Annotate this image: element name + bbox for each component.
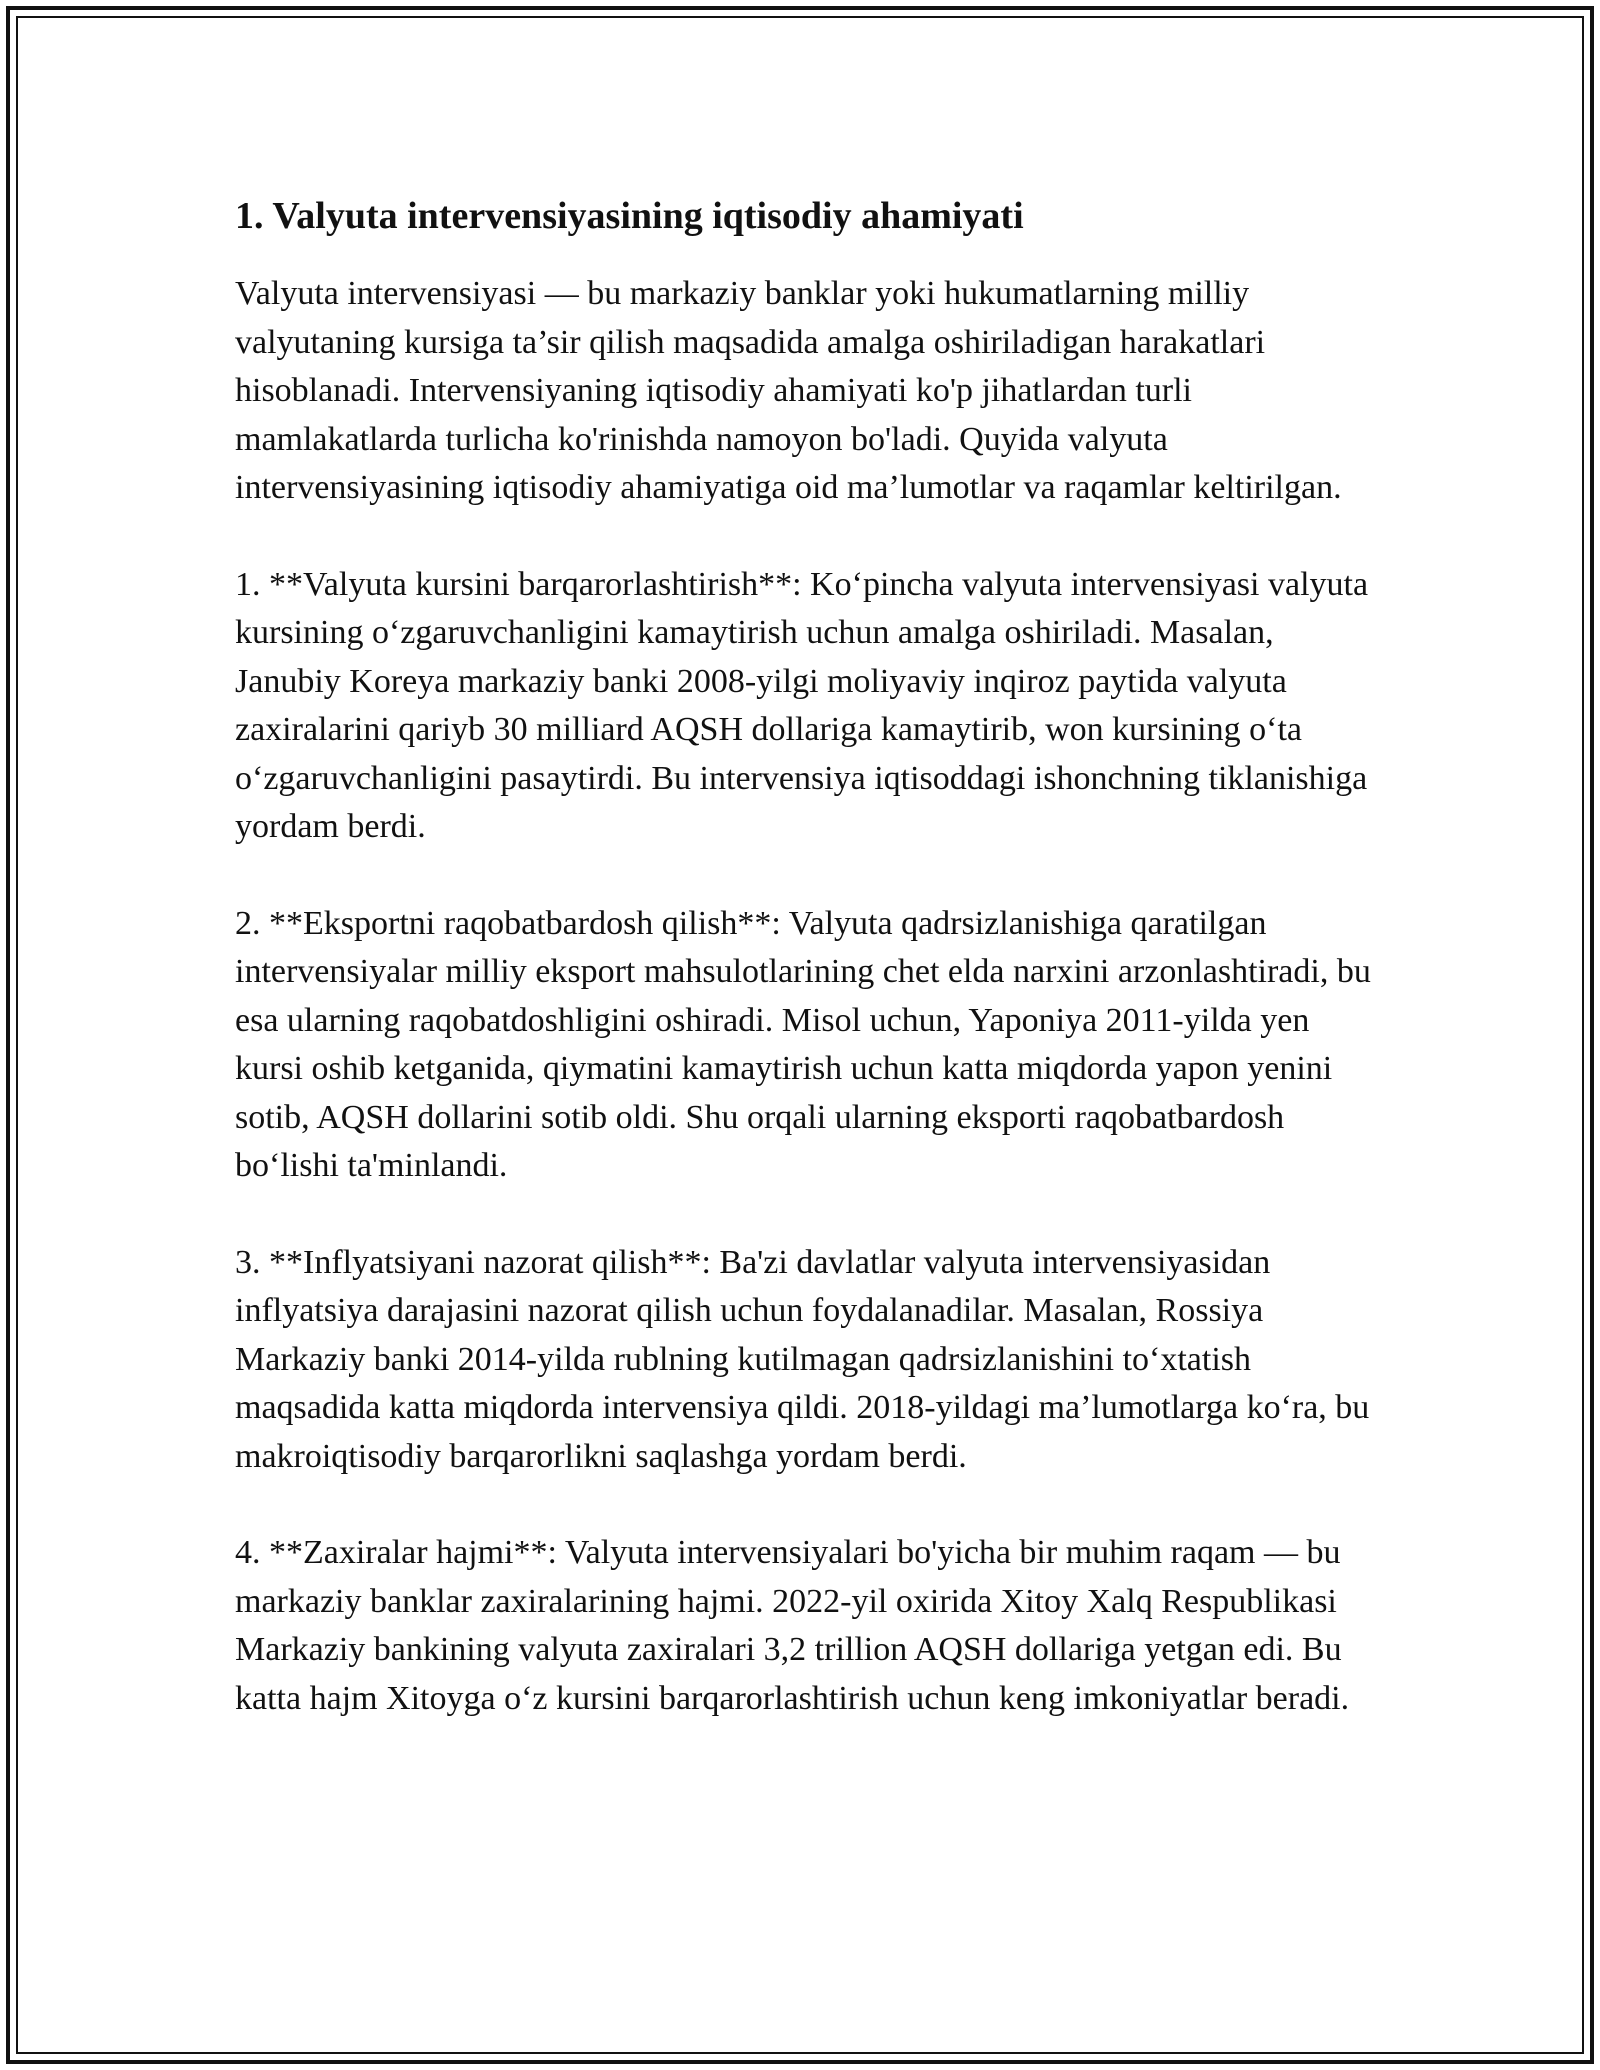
document-body [235,190,1375,1771]
list-item-2: 2. **Eksportni raqobatbardosh qilish**: Valyuta qadrsizlanishiga qaratilgan intervensiyalar milliy eksport mahsulotlarining chet elda narxini arzonlashtiradi, bu esa ularning raqobatdoshligini oshiradi. Misol uchun, Yaponiya 2011-yilda yen kursi oshib ketganida, qiymatini kamaytirish uchun katta miqdorda yapon yenini sotib, AQSH dollarini sotib oldi. Shu orqali ularning eksporti raqobatbardosh boʻlishi ta'minlandi. [235,904,1371,1184]
list-item-4: 4. **Zaxiralar hajmi**: Valyuta intervensiyalari bo'yicha bir muhim raqam — bu markaziy banklar zaxiralarining hajmi. 2022-yil oxirida Xitoy Xalq Respublikasi Markaziy bankining valyuta zaxiralari 3,2 trillion AQSH dollariga yetgan edi. Bu katta hajm Xitoyga oʻz kursini barqarorlashtirish uchun keng imkoniyatlar beradi. [235,1534,1350,1717]
document-title: 1. Valyuta intervensiyasining iqtisodiy ahamiyati [235,195,1024,237]
intro-paragraph: Valyuta intervensiyasi — bu markaziy banklar yoki hukumatlarning milliy valyutaning kursiga ta’sir qilish maqsadida amalga oshiriladigan harakatlari hisoblanadi. Intervensiyaning iqtisodiy ahamiyati ko'p jihatlardan turli mamlakatlarda turlicha ko'rinishda namoyon bo'ladi. Quyida valyuta intervensiyasining iqtisodiy ahamiyatiga oid ma’lumotlar va raqamlar keltirilgan. [235,275,1342,506]
list-item-1: 1. **Valyuta kursini barqarorlashtirish**: Koʻpincha valyuta intervensiyasi valyuta kursining oʻzgaruvchanligini kamaytirish uchun amalga oshiriladi. Masalan, Janubiy Koreya markaziy banki 2008-yilgi moliyaviy inqiroz paytida valyuta zaxiralarini qariyb 30 milliard AQSH dollariga kamaytirib, won kursining oʻta oʻzgaruvchanligini pasaytirdi. Bu intervensiya iqtisoddagi ishonchning tiklanishiga yordam berdi. [235,565,1369,845]
list-item-3: 3. **Inflyatsiyani nazorat qilish**: Ba'zi davlatlar valyuta intervensiyasidan inflyatsiya darajasini nazorat qilish uchun foydalanadilar. Masalan, Rossiya Markaziy banki 2014-yilda rublning kutilmagan qadrsizlanishini toʻxtatish maqsadida katta miqdorda intervensiya qildi. 2018-yildagi ma’lumotlarga koʻra, bu makroiqtisodiy barqarorlikni saqlashga yordam berdi. [235,1243,1370,1475]
